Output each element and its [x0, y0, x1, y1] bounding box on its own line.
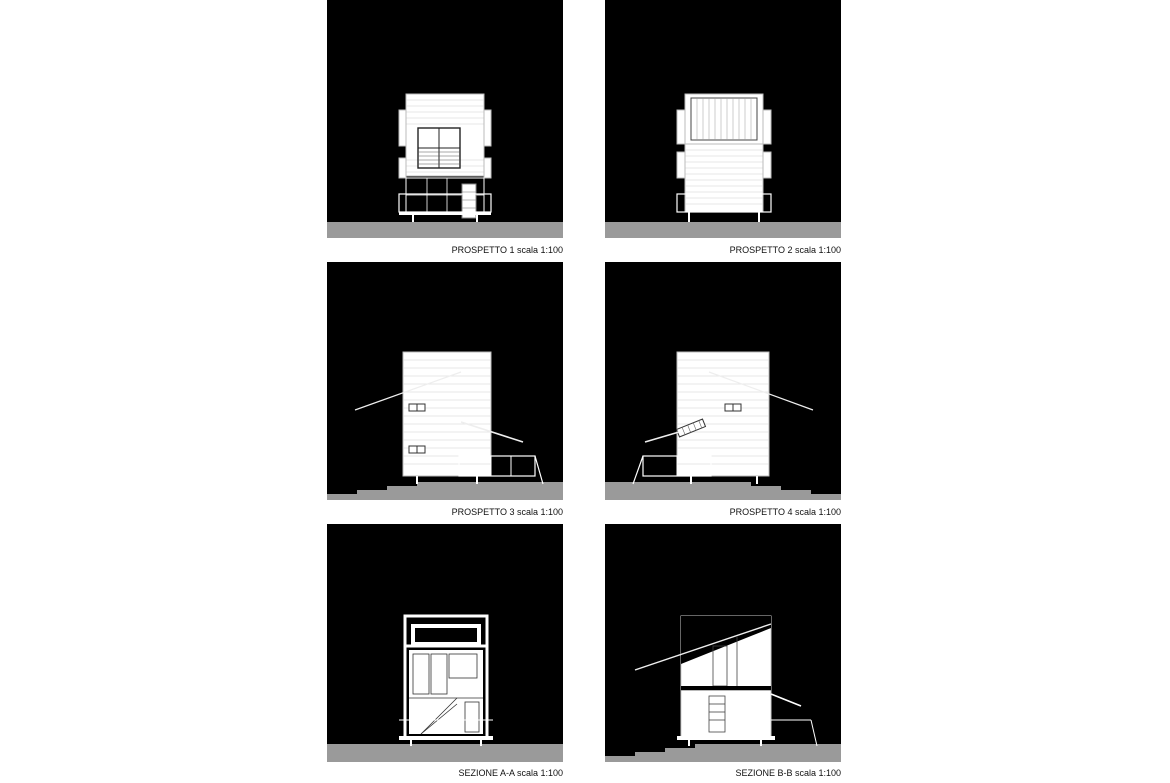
drawing-sezione-a-a — [327, 524, 563, 762]
ground-strip — [327, 744, 563, 762]
ground-strip — [605, 222, 841, 238]
caption-prospetto-2: PROSPETTO 2 scala 1:100 — [729, 245, 841, 255]
elevation-2-svg — [605, 0, 841, 238]
section-a-a-svg — [327, 524, 563, 762]
caption-prospetto-4: PROSPETTO 4 scala 1:100 — [729, 507, 841, 517]
ground-strip — [327, 222, 563, 238]
caption-sezione-b-b: SEZIONE B-B scala 1:100 — [735, 768, 841, 778]
elevation-3-svg — [327, 262, 563, 500]
drawing-prospetto-3 — [327, 262, 563, 500]
caption-prospetto-3: PROSPETTO 3 scala 1:100 — [451, 507, 563, 517]
drawing-prospetto-1 — [327, 0, 563, 238]
drawing-prospetto-2 — [605, 0, 841, 238]
caption-sezione-a-a: SEZIONE A-A scala 1:100 — [458, 768, 563, 778]
drawing-sezione-b-b — [605, 524, 841, 762]
drawing-prospetto-4 — [605, 262, 841, 500]
elevation-1-svg — [327, 0, 563, 238]
section-b-b-svg — [605, 524, 841, 762]
elevation-4-svg — [605, 262, 841, 500]
caption-prospetto-1: PROSPETTO 1 scala 1:100 — [451, 245, 563, 255]
